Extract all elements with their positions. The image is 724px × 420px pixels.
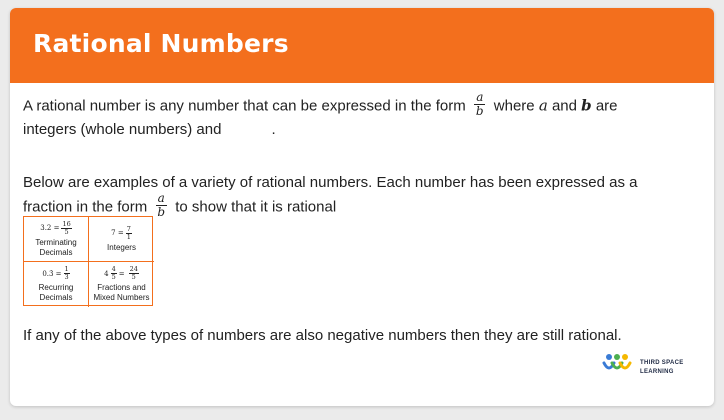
fraction-denominator: b	[475, 104, 484, 118]
paragraph-examples-line-1: Below are examples of a variety of rational numbers. Each number has been expressed as a	[23, 174, 638, 191]
math-left: 4	[104, 269, 109, 278]
table-cell-integers	[89, 217, 154, 262]
equals: =	[118, 269, 125, 278]
logo-text-line-2: LEARNING	[640, 369, 674, 375]
fraction-numerator: a	[476, 90, 484, 104]
math-left: 0.3̇ =	[42, 269, 62, 278]
fraction-numerator: a	[157, 191, 165, 205]
denominator: 3	[64, 273, 69, 281]
fraction-denominator: b	[157, 205, 166, 219]
numerator: 7	[126, 224, 131, 233]
cell-label: Decimals	[39, 293, 73, 302]
numerator: 24	[129, 265, 138, 273]
denominator: 5	[111, 273, 116, 281]
rational-text: to show that it is rational	[175, 198, 337, 216]
cell-label: Mixed Numbers	[93, 293, 150, 302]
denominator: 5	[64, 227, 69, 236]
paragraph-definition-line-2	[23, 121, 276, 138]
paragraph-definition-line-1	[23, 90, 618, 120]
cell-fraction	[64, 266, 70, 281]
mixed-fraction	[111, 266, 117, 281]
math-left: 3.2 =	[40, 224, 60, 232]
where-text: where	[493, 97, 535, 115]
table-cell-fractions-mixed	[89, 262, 154, 307]
fraction-a-over-b	[474, 91, 486, 118]
cell-label: Decimals	[39, 247, 73, 257]
cell-label: Recurring	[38, 283, 74, 292]
table-cell-terminating-decimals	[24, 217, 89, 262]
header-bar	[10, 8, 714, 83]
period: .	[271, 121, 276, 138]
denominator: 5	[131, 273, 136, 281]
numerator: 4	[111, 265, 116, 273]
fraction-a-over-b-2	[155, 192, 167, 219]
cell-math	[40, 221, 72, 236]
cell-fraction	[126, 226, 132, 241]
variable-a: a	[538, 96, 548, 115]
logo-text-line-1: THIRD SPACE	[640, 360, 684, 366]
integers-text: integers (whole numbers) and	[23, 121, 222, 138]
paragraph-negative: If any of the above types of numbers are also negative numbers then they are still rational.	[23, 327, 622, 344]
variable-b: b	[581, 96, 592, 115]
and-text: and	[551, 97, 577, 115]
numerator: 1	[64, 265, 69, 273]
cell-label: Terminating	[35, 237, 77, 247]
are-text: are	[595, 97, 618, 115]
table-cell-recurring-decimals	[24, 262, 89, 307]
examples-table	[23, 216, 153, 306]
cell-math	[104, 266, 139, 281]
cell-fraction	[61, 221, 71, 236]
cell-label: Integers	[107, 242, 136, 252]
cell-label: Fractions and	[97, 283, 146, 292]
definition-text: A rational number is any number that can be expressed in the form	[23, 97, 466, 115]
cell-fraction	[129, 266, 139, 281]
numerator: 16	[62, 219, 71, 228]
math-left: 7 =	[111, 229, 124, 237]
cell-math	[111, 226, 132, 241]
page-title: Rational Numbers	[33, 29, 289, 58]
denominator: 1	[126, 232, 131, 241]
cell-math	[42, 266, 69, 281]
fraction-form-text: fraction in the form	[23, 198, 148, 216]
